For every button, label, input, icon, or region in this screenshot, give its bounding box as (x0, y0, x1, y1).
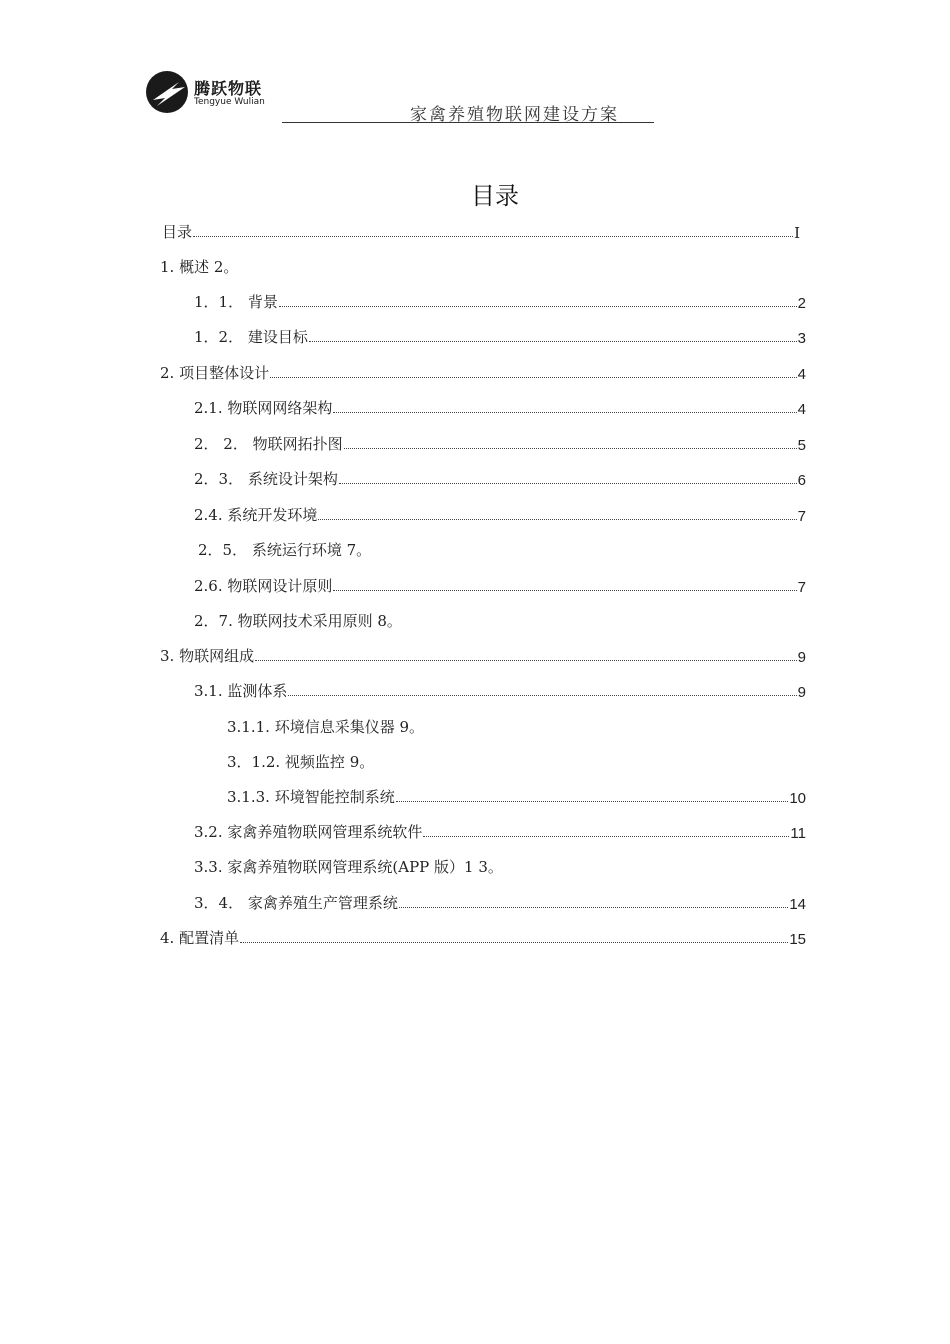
toc-leader (399, 907, 788, 908)
toc-entry[interactable] (194, 432, 806, 454)
toc-entry-text: 3.1.3. 环境智能控制系统 (227, 788, 395, 806)
toc-entry[interactable] (194, 574, 806, 596)
toc-entry[interactable] (194, 396, 806, 418)
toc-entry-text: 1. 概述 2。 (160, 258, 239, 276)
toc-entry[interactable] (160, 926, 806, 948)
toc-entry-text: 1．1． 背景 (194, 293, 278, 311)
toc-title: 目录 (471, 182, 519, 210)
toc-entry-text: 2．5． 系统运行环境 7。 (198, 541, 372, 559)
toc-entry[interactable] (227, 750, 374, 772)
toc-entry-page: 2 (797, 295, 806, 312)
toc-leader (279, 306, 797, 307)
toc-entry-text: 3.3. 家禽养殖物联网管理系统(APP 版）1 3。 (194, 858, 503, 876)
toc-entry-text: 2. 项目整体设计 (160, 364, 270, 382)
toc-entry-text: 3. 物联网组成 (160, 647, 255, 665)
toc-entry-text: 3．1.2. 视频监控 9。 (227, 753, 375, 771)
toc-entry-page: I (794, 224, 800, 242)
toc-entry-page: 9 (797, 649, 806, 666)
toc-leader (318, 519, 796, 520)
toc-entry-text: 3.2. 家禽养殖物联网管理系统软件 (194, 823, 423, 841)
toc-entry-page: 15 (789, 931, 806, 948)
toc-entry[interactable] (194, 290, 806, 312)
toc-entry-text: 4. 配置清单 (160, 929, 240, 947)
toc-entry-text: 2.1. 物联网网络架构 (194, 399, 333, 417)
toc-entry[interactable] (160, 644, 806, 666)
toc-entry-text: 3.1. 监测体系 (194, 682, 288, 700)
toc-entry[interactable] (194, 467, 806, 489)
toc-entry[interactable] (162, 220, 800, 242)
toc-leader (193, 236, 793, 237)
toc-entry-text: 2.6. 物联网设计原则 (194, 577, 333, 595)
toc-leader (270, 377, 797, 378)
toc-entry[interactable] (194, 609, 402, 631)
toc-leader (333, 590, 796, 591)
toc-entry[interactable] (194, 891, 806, 913)
toc-entry[interactable] (194, 679, 806, 701)
toc-leader (423, 836, 789, 837)
toc-entry[interactable] (198, 538, 371, 560)
toc-entry-page: 4 (797, 401, 806, 418)
toc-entry-page: 4 (797, 366, 806, 383)
toc-entry[interactable] (227, 715, 424, 737)
toc-leader (255, 660, 797, 661)
toc-entry[interactable] (194, 820, 806, 842)
toc-entry[interactable] (160, 361, 806, 383)
logo-name: 腾跃物联 (194, 79, 263, 98)
toc-entry-text: 2．7. 物联网技术采用原则 8。 (194, 612, 402, 630)
toc-leader (288, 695, 796, 696)
toc-entry-page: 9 (797, 684, 806, 701)
toc-entry-page: 10 (789, 790, 806, 807)
toc-leader (309, 341, 797, 342)
toc-entry[interactable] (194, 855, 503, 877)
toc-entry-text: 1．2． 建设目标 (194, 328, 308, 346)
toc-entry[interactable] (160, 255, 238, 277)
toc-leader (339, 483, 797, 484)
toc-entry-text: 2． 2． 物联网拓扑图 (194, 435, 343, 453)
toc-entry-text: 2.4. 系统开发环境 (194, 506, 318, 524)
document-header-title: 家禽养殖物联网建设方案 (410, 105, 619, 125)
toc-entry-page: 11 (790, 825, 806, 842)
toc-leader (396, 801, 789, 802)
toc-entry-page: 14 (789, 896, 806, 913)
toc-entry-page: 6 (797, 472, 806, 489)
toc-entry-page: 5 (797, 437, 806, 454)
logo-subtitle: Tengyue Wulian (194, 97, 265, 107)
toc-entry-text: 目录 (162, 223, 193, 241)
toc-entry-text: 3．4． 家禽养殖生产管理系统 (194, 894, 398, 912)
toc-entry[interactable] (227, 785, 806, 807)
toc-entry-page: 7 (797, 579, 806, 596)
toc-entry[interactable] (194, 325, 806, 347)
toc-entry-text: 2．3． 系统设计架构 (194, 470, 338, 488)
toc-leader (240, 942, 788, 943)
toc-leader (333, 412, 796, 413)
toc-leader (344, 448, 797, 449)
toc-entry-text: 3.1.1. 环境信息采集仪器 9。 (227, 718, 425, 736)
toc-entry-page: 7 (797, 508, 806, 525)
toc-entry-page: 3 (797, 330, 806, 347)
toc-entry[interactable] (194, 503, 806, 525)
